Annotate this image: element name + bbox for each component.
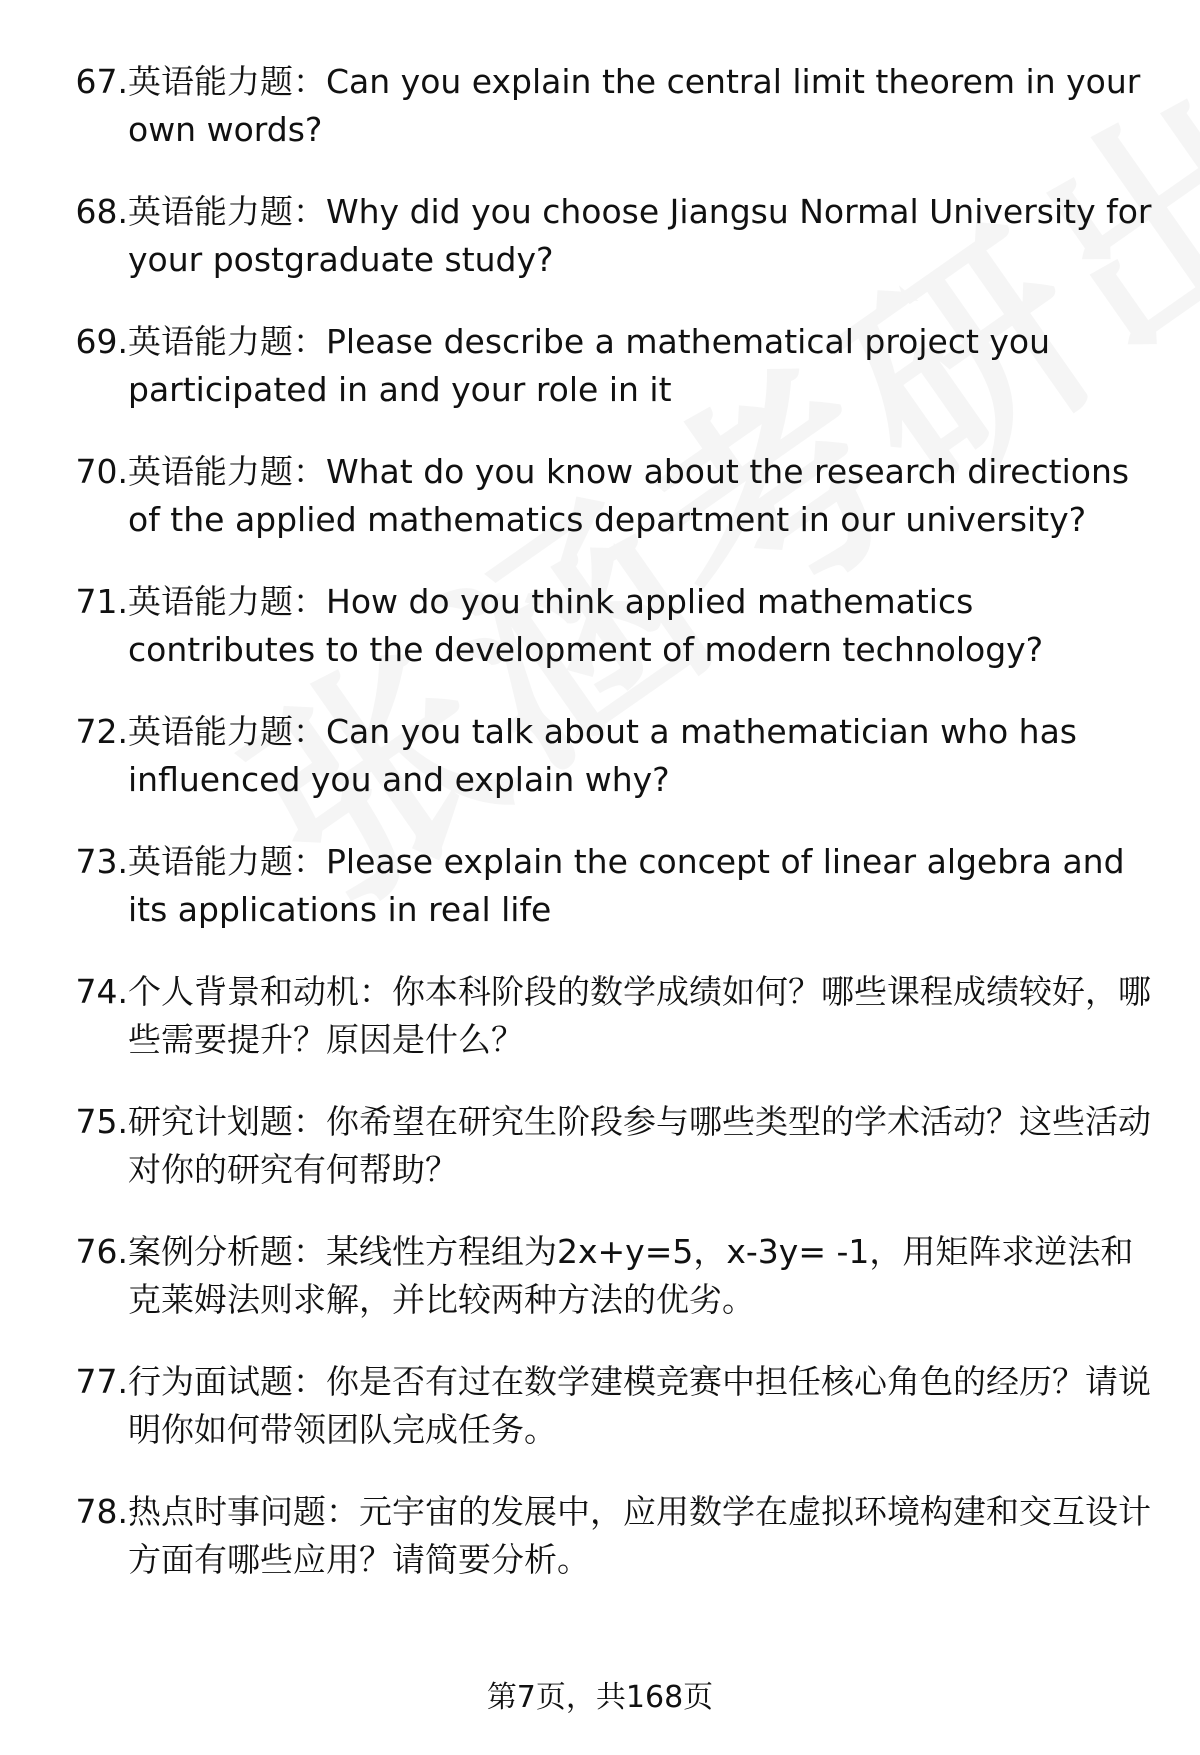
question-item (0, 1228, 1200, 1324)
question-number: 76. (75, 1232, 128, 1271)
question-number: 68. (75, 192, 128, 231)
question-text: 研究计划题：你希望在研究生阶段参与哪些类型的学术活动？这些活动对你的研究有何帮助？ (128, 1102, 1151, 1189)
question-text: 案例分析题：某线性方程组为2x+y=5，x-3y= -1，用矩阵求逆法和克莱姆法则求解，并比较两种方法的优劣。 (128, 1232, 1134, 1319)
question-text: 英语能力题：Can you explain the central limit theorem in your own words? (128, 62, 1141, 149)
page-footer: 第7页，共168页 (486, 1680, 714, 1715)
question-number: 71. (75, 582, 128, 621)
question-number: 73. (75, 842, 128, 881)
question-number: 77. (75, 1362, 128, 1401)
question-number: 78. (75, 1492, 128, 1531)
question-text: 英语能力题：Why did you choose Jiangsu Normal University for your postgraduate study? (128, 192, 1152, 279)
question-item (0, 578, 1200, 674)
question-item (0, 838, 1200, 934)
question-item (0, 318, 1200, 414)
question-text: 个人背景和动机：你本科阶段的数学成绩如何？哪些课程成绩较好，哪些需要提升？原因是什么？ (128, 972, 1151, 1059)
question-item (0, 1098, 1200, 1194)
question-number: 70. (75, 452, 128, 491)
question-item (0, 58, 1200, 154)
question-item (0, 708, 1200, 804)
question-text: 英语能力题：Please describe a mathematical project you participated in and your role in it (128, 322, 1051, 409)
question-text: 英语能力题：How do you think applied mathematics contributes to the development of modern technology? (128, 582, 1044, 669)
question-text: 行为面试题：你是否有过在数学建模竞赛中担任核心角色的经历？请说明你如何带领团队完成任务。 (128, 1362, 1151, 1449)
question-number: 67. (75, 62, 128, 101)
question-text: 英语能力题：Please explain the concept of linear algebra and its applications in real life (128, 842, 1125, 929)
question-item (0, 188, 1200, 284)
question-number: 72. (75, 712, 128, 751)
question-number: 74. (75, 972, 128, 1011)
question-text: 英语能力题：What do you know about the research directions of the applied mathematics department in our university? (128, 452, 1130, 539)
question-text: 英语能力题：Can you talk about a mathematician who has influenced you and explain why? (128, 712, 1077, 799)
question-item (0, 448, 1200, 544)
question-item (0, 1358, 1200, 1454)
question-list (0, 58, 1200, 1618)
question-item (0, 1488, 1200, 1584)
question-item (0, 968, 1200, 1064)
question-text: 热点时事问题：元宇宙的发展中，应用数学在虚拟环境构建和交互设计方面有哪些应用？请简要分析。 (128, 1492, 1151, 1579)
question-number: 75. (75, 1102, 128, 1141)
question-number: 69. (75, 322, 128, 361)
